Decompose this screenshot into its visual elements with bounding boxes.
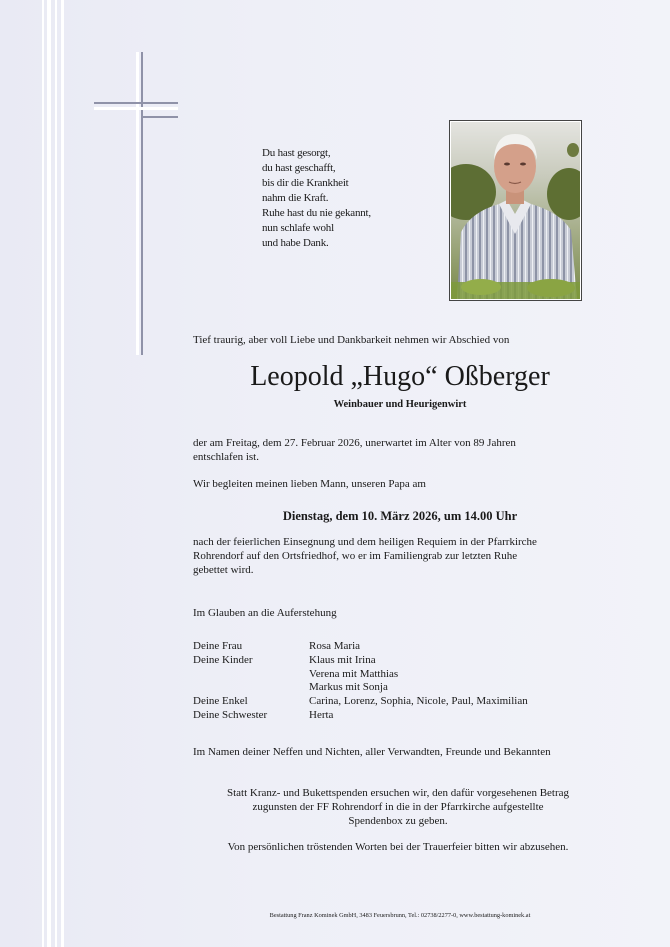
family-names: Markus mit Sonja: [309, 681, 388, 694]
family-relation: [193, 668, 309, 682]
faith-text: Im Glauben an die Auferstehung: [193, 607, 337, 619]
family-row: [193, 640, 528, 654]
family-relation: Deine Schwester: [193, 708, 268, 721]
poem-line: und habe Dank.: [262, 237, 329, 249]
poem-line: nahm die Kraft.: [262, 192, 329, 204]
family-relation: [193, 681, 309, 695]
donation-line: Spendenbox zu geben.: [348, 815, 448, 827]
poem: [262, 146, 371, 251]
deceased-name: Leopold „Hugo“ Oßberger: [250, 361, 550, 392]
family-row: [193, 681, 528, 695]
footer-imprint: Bestattung Franz Kominek GmbH, 3483 Feuersbrunn, Tel.: 02738/2277-0, www.bestattung-kominek.at: [269, 912, 531, 919]
ceremony-line: nach der feierlichen Einsegnung und dem heiligen Requiem in der Pfarrkirche: [193, 536, 537, 548]
border-stripe: [55, 0, 57, 947]
border-stripe: [47, 0, 51, 947]
family-names: Rosa Maria: [309, 640, 361, 652]
family-row: [193, 654, 528, 668]
donation-line: Statt Kranz- und Bukettspenden ersuchen wir, den dafür vorgesehenen Betrag: [226, 787, 570, 799]
deceased-occupation: Weinbauer und Heurigenwirt: [333, 399, 467, 410]
poem-line: du hast geschafft,: [262, 162, 336, 174]
family-relation: Deine Kinder: [193, 653, 253, 666]
family-names: Verena mit Matthias: [309, 667, 399, 680]
condolence-text: Von persönlichen tröstenden Worten bei der Trauerfeier bitten wir abzusehen.: [227, 841, 569, 853]
funeral-date: Dienstag, dem 10. März 2026, um 14.00 Uhr: [282, 509, 518, 523]
intro-text: Tief traurig, aber voll Liebe und Dankbarkeit nehmen wir Abschied von: [193, 334, 510, 346]
family-relation: Deine Frau: [193, 640, 243, 652]
poem-line: Du hast gesorgt,: [262, 147, 331, 159]
family-names: Klaus mit Irina: [309, 653, 376, 666]
donation-line: zugunsten der FF Rohrendorf in die in der Pfarrkirche aufgestellte: [252, 801, 544, 813]
border-stripe: [61, 0, 64, 947]
poem-line: Ruhe hast du nie gekannt,: [262, 207, 371, 219]
ceremony-line: Rohrendorf auf den Ortsfriedhof, wo er im Familiengrab zur letzten Ruhe: [193, 550, 518, 562]
family-row: [193, 668, 528, 682]
family-names: Carina, Lorenz, Sophia, Nicole, Paul, Maximilian: [309, 695, 528, 708]
poem-line: nun schlafe wohl: [262, 222, 334, 234]
death-notice-line: entschlafen ist.: [193, 451, 259, 463]
border-stripe: [42, 0, 44, 947]
family-names: Herta: [309, 708, 334, 721]
relatives-text: Im Namen deiner Neffen und Nichten, aller Verwandten, Freunde und Bekannten: [193, 746, 551, 758]
death-notice-line: der am Freitag, dem 27. Februar 2026, unerwartet im Alter von 89 Jahren: [193, 437, 516, 449]
ceremony-line: gebettet wird.: [193, 564, 254, 576]
portrait-photo: [449, 120, 582, 301]
accompany-text: Wir begleiten meinen lieben Mann, unseren Papa am: [193, 478, 426, 490]
family-relation: Deine Enkel: [193, 695, 248, 708]
family-row: [193, 695, 528, 709]
family-row: [193, 709, 528, 723]
family-list: [193, 640, 528, 723]
poem-line: bis dir die Krankheit: [262, 177, 349, 189]
donation-text: [193, 786, 603, 828]
